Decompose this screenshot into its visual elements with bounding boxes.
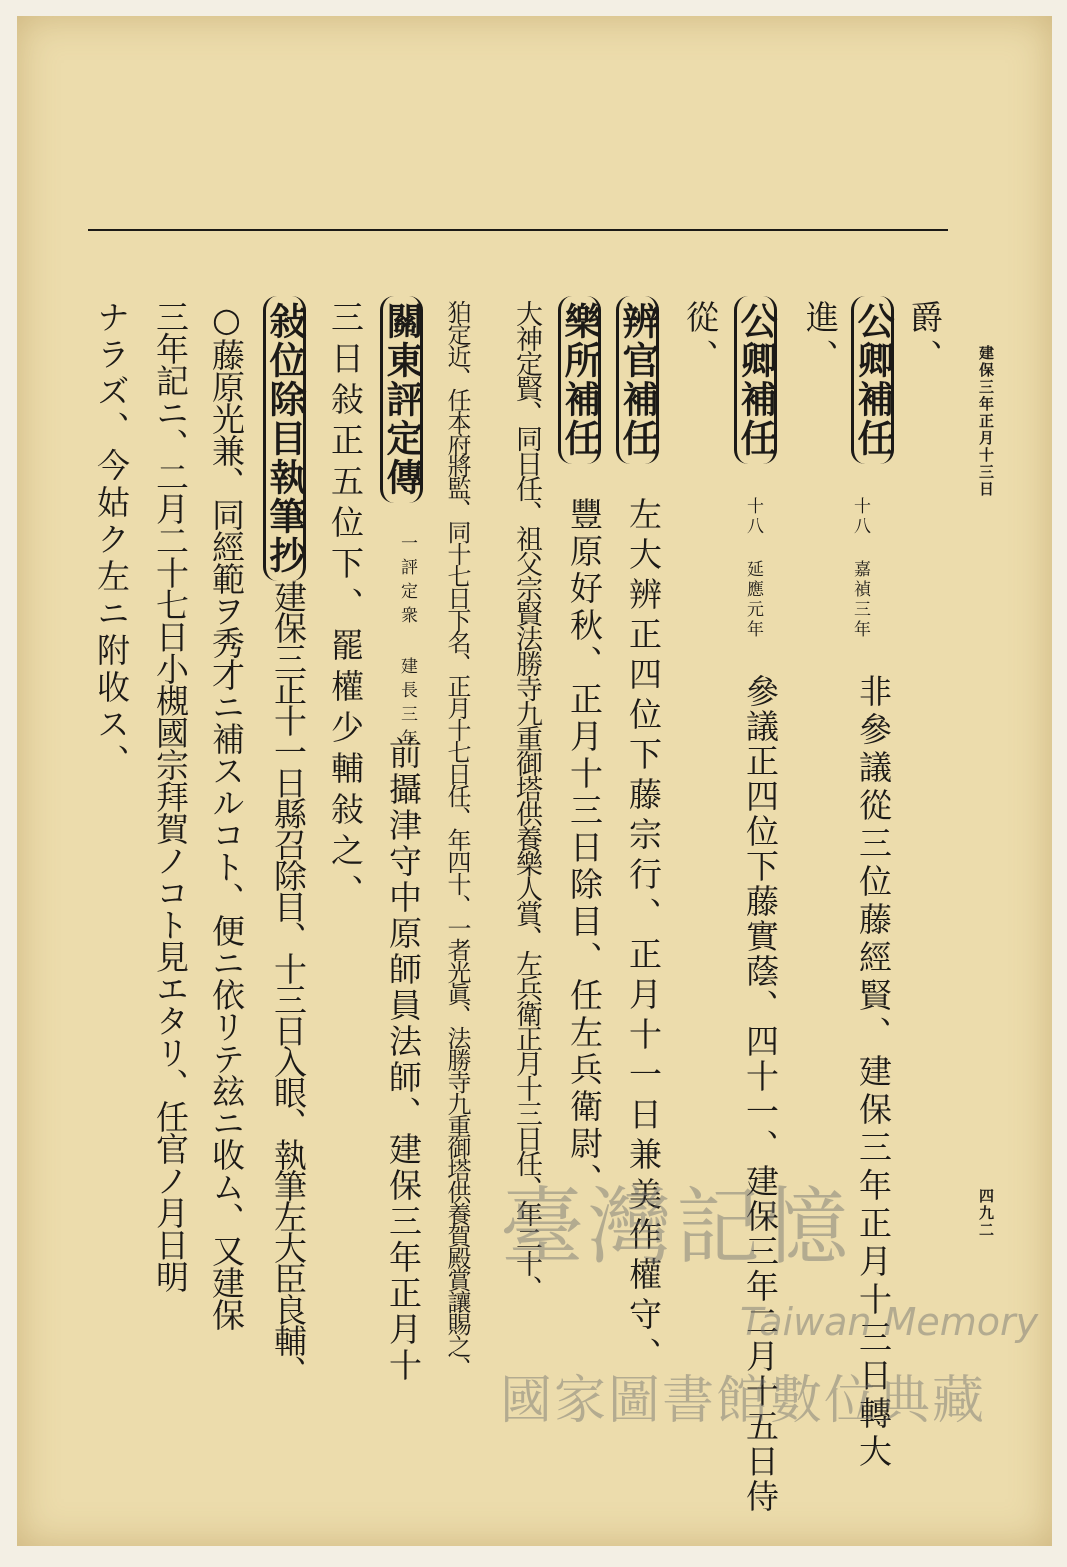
source-heading-gakusho-bunin: 樂所補任 (558, 296, 601, 464)
watermark-national-library: 國家圖書館數位典藏 (500, 1371, 987, 1431)
text-column-11: 三日敍正五位下、罷權少輔敍之、 (326, 300, 365, 915)
text-column-10: 前攝津守中原師員法師、建保三年正月十 (384, 736, 423, 1384)
source-note-katei: 十八 嘉禎三年 (850, 497, 870, 640)
text-column-3: 進、 (801, 300, 840, 378)
watermark-taiwan-memory-english: Taiwan Memory (740, 1300, 1039, 1344)
source-heading-kugyo-bunin-2: 公卿補任 (734, 296, 777, 464)
running-head: 建保三年正月十三日 (977, 345, 995, 498)
text-column-2: 非參議從三位藤經賢、建保三年正月十三日轉大 (854, 674, 893, 1472)
source-note-kencho: 一評定衆 建長三年 (397, 534, 417, 753)
watermark-taiwan-memory-chinese: 臺灣記憶 (500, 1178, 853, 1276)
source-note-enno: 十八 延應元年 (743, 497, 763, 640)
text-column-1: 爵、 (905, 300, 944, 378)
source-heading-joi-jimoku-shippitsusho: 敍位除目執筆抄 (263, 296, 306, 581)
source-heading-kugyo-bunin-1: 公卿補任 (851, 296, 894, 464)
text-column-12: 建保三正十一日縣召除目、十三日入眼、執筆左大臣良輔、 (269, 580, 308, 1386)
text-column-9: 狛定近、任本府將監、同十七日下名、正月十七日任、年四十、一者光眞、法勝寺九重御塔供養賀殿賞讓賜之、 (443, 300, 471, 1378)
source-heading-kanto-hyojoden: 關東評定傳 (380, 296, 423, 503)
text-column-14: 三年記ニ、二月二十七日小槻國宗拜賀ノコト見エタリ、任官ノ月日明 (151, 300, 190, 1292)
header-rule (88, 229, 948, 231)
text-column-6: 左大辨正四位下藤宗行、正月十一日兼美作權守、 (624, 497, 663, 1377)
text-column-5: 從、 (681, 300, 720, 378)
page-number: 四九二 (977, 1188, 995, 1239)
text-column-15: ナラズ、今姑ク左ニ附收ス、 (92, 300, 131, 781)
text-column-4: 參議正四位下藤實蔭、四十一、建保三年二月十五日侍 (741, 674, 780, 1514)
text-column-7: 豐原好秋、正月十三日除目、任左兵衛尉、 (565, 497, 604, 1200)
text-column-13: ○藤原光兼、同經範ヲ秀才ニ補スルコト、便ニ依リテ玆ニ收ム、又建保 (207, 300, 246, 1330)
source-heading-benkan-bunin: 辨官補任 (616, 296, 659, 464)
text-column-8: 大神定賢、同日任、祖父宗賢法勝寺九重御塔供養樂人賞、左兵衛正月十三日任、年二十、 (511, 300, 542, 1300)
